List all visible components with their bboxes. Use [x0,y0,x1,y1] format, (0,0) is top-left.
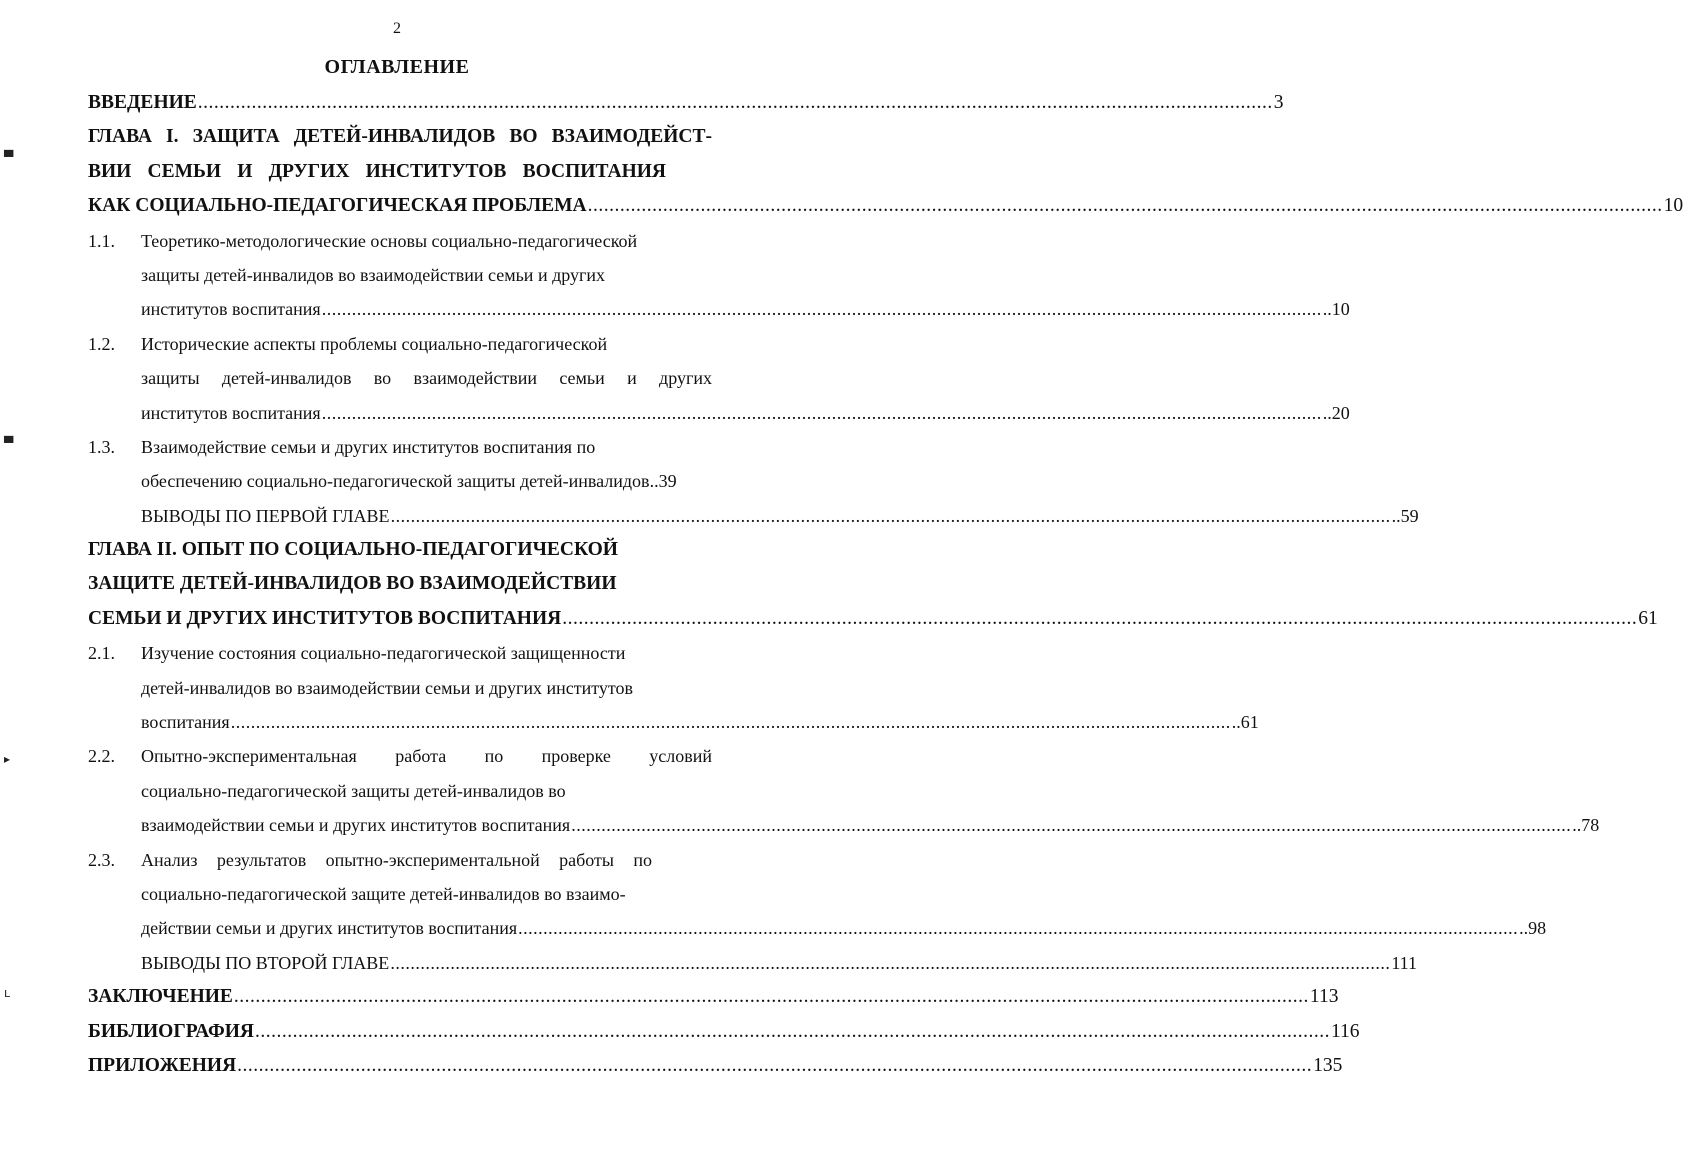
toc-entry-bibliography[interactable]: БИБЛИОГРАФИЯ ........................................................................................................................................................................................................ 116 [88,1015,712,1049]
page-title: ОГЛАВЛЕНИЕ [324,56,470,78]
section-number: 1.3. [88,436,115,457]
toc-page-number: ..78 [1572,815,1600,836]
toc-entry-conclusion[interactable]: ЗАКЛЮЧЕНИЕ ........................................................................................................................................................................................................ 113 [88,980,712,1014]
toc-entry-label: ВВЕДЕНИЕ [88,92,197,113]
section-2-1-line[interactable]: детей-инвалидов во взаимодействии семьи и других институтов [141,677,633,698]
toc-entry-introduction[interactable] [88,86,1284,120]
chapter-2-title-line: СЕМЬИ И ДРУГИХ ИНСТИТУТОВ ВОСПИТАНИЯ [88,607,562,629]
section-number: 1.2. [88,333,115,354]
toc-page-number: ..39 [649,471,677,492]
margin-mark: ▸ [4,752,11,766]
section-number: 2.1. [88,643,115,664]
toc-entry-section-1-2[interactable]: институтов воспитания ........................................................................................................................................................................................................ ..20 [88,396,712,430]
toc-entry-section-2-1[interactable]: воспитания ........................................................................................................................................................................................................ ..61 [88,705,712,739]
leader-dots: ........................................................................................................................................................................................................ [562,607,1638,629]
toc-entry-section-1-3[interactable]: обеспечению социально-педагогической защиты детей-инвалидов ..39 [88,464,712,498]
section-1-2-line[interactable]: 1.2. Исторические аспекты проблемы социально-педагогической [88,327,712,361]
section-2-2-line[interactable]: 2.2. Опытно-экспериментальная работа по проверке условий [88,739,712,773]
leader-dots: ........................................................................................................................................................................................................ [390,952,1391,973]
toc-entry-section-2-3[interactable]: действии семьи и других институтов воспитания ........................................................................................................................................................................................................ ..98 [88,911,712,945]
toc-entry-appendices[interactable]: ПРИЛОЖЕНИЯ ........................................................................................................................................................................................................ 135 [88,1049,712,1083]
section-1-2-line[interactable]: защиты детей-инвалидов во взаимодействии семьи и других [141,368,712,389]
leader-dots: ........................................................................................................................................................................................................ [321,402,1322,423]
chapter-1-title-line[interactable]: ГЛАВА I. ЗАЩИТА ДЕТЕЙ-ИНВАЛИДОВ ВО ВЗАИМОДЕЙСТ- [88,126,712,148]
toc-page-number: ..98 [1519,918,1547,939]
chapter-1-title-line[interactable]: ВИИ СЕМЬИ И ДРУГИХ ИНСТИТУТОВ ВОСПИТАНИЯ [88,160,666,182]
leader-dots: ........................................................................................................................................................................................................ [587,195,1663,217]
toc-page-number: ..61 [1231,712,1259,733]
section-1-1-line[interactable]: 1.1. Теоретико-методологические основы социально-педагогической [88,224,712,258]
leader-dots: ........................................................................................................................................................................................................ [230,712,1231,733]
toc-entry-section-1-1[interactable]: институтов воспитания ........................................................................................................................................................................................................ ..10 [88,292,712,326]
toc-entry-chapter-1[interactable] [88,189,1683,223]
margin-mark: ▀ [4,150,14,164]
toc-page-number: 116 [1331,1020,1360,1042]
toc-page-number: 113 [1309,986,1339,1008]
section-number: 2.2. [88,746,115,767]
chapter-2-title-line[interactable]: ГЛАВА II. ОПЫТ ПО СОЦИАЛЬНО-ПЕДАГОГИЧЕСКОЙ [88,539,618,561]
leader-dots: ........................................................................................................................................................................................................ [571,815,1572,836]
toc-page-number: 10 [1663,195,1683,217]
toc-page-number: 111 [1391,952,1417,973]
section-2-2-line[interactable]: социально-педагогической защиты детей-инвалидов во [141,780,566,801]
section-number: 1.1. [88,230,115,251]
section-2-3-line[interactable]: социально-педагогической защите детей-инвалидов во взаимо- [141,883,626,904]
leader-dots: ........................................................................................................................................................................................................ [197,92,1273,113]
leader-dots: ........................................................................................................................................................................................................ [390,505,1391,526]
chapter-1-title-line: КАК СОЦИАЛЬНО-ПЕДАГОГИЧЕСКАЯ ПРОБЛЕМА [88,195,587,217]
toc-entry-chapter-1-conclusion[interactable]: ВЫВОДЫ ПО ПЕРВОЙ ГЛАВЕ ........................................................................................................................................................................................................ ..59 [88,499,712,533]
leader-dots: ........................................................................................................................................................................................................ [237,1054,1313,1076]
toc-entry-chapter-2-conclusion[interactable]: ВЫВОДЫ ПО ВТОРОЙ ГЛАВЕ ........................................................................................................................................................................................................ 111 [88,946,712,980]
toc-page-number: ..10 [1322,299,1350,320]
leader-dots: ........................................................................................................................................................................................................ [518,918,1519,939]
toc-page-number: ..59 [1391,505,1419,526]
section-2-3-line[interactable]: 2.3. Анализ результатов опытно-экспериментальной работы по [88,843,712,877]
chapter-2-title-line[interactable]: ЗАЩИТЕ ДЕТЕЙ-ИНВАЛИДОВ ВО ВЗАИМОДЕЙСТВИИ [88,573,617,595]
margin-mark: ʟ [4,986,11,1000]
margin-mark: ▀ [4,436,14,450]
section-number: 2.3. [88,849,115,870]
section-1-1-line[interactable]: защиты детей-инвалидов во взаимодействии семьи и других [141,264,606,285]
section-2-1-line[interactable]: 2.1. Изучение состояния социально-педагогической защищенности [88,636,712,670]
toc-entry-section-2-2[interactable]: взаимодействии семьи и других институтов воспитания ........................................................................................................................................................................................................ ..78 [88,808,712,842]
toc-page-number: 3 [1273,92,1284,113]
page-number: 2 [393,20,401,37]
leader-dots: ........................................................................................................................................................................................................ [255,1020,1331,1042]
toc-entry-chapter-2[interactable] [88,602,1658,636]
leader-dots: ........................................................................................................................................................................................................ [233,986,1309,1008]
section-1-3-line[interactable]: 1.3. Взаимодействие семьи и других институтов воспитания по [88,430,712,464]
table-of-contents [88,86,1683,1083]
leader-dots: ........................................................................................................................................................................................................ [321,299,1322,320]
toc-page-number: 135 [1313,1054,1343,1076]
toc-page-number: ..20 [1322,402,1350,423]
toc-page-number: 61 [1638,607,1658,629]
